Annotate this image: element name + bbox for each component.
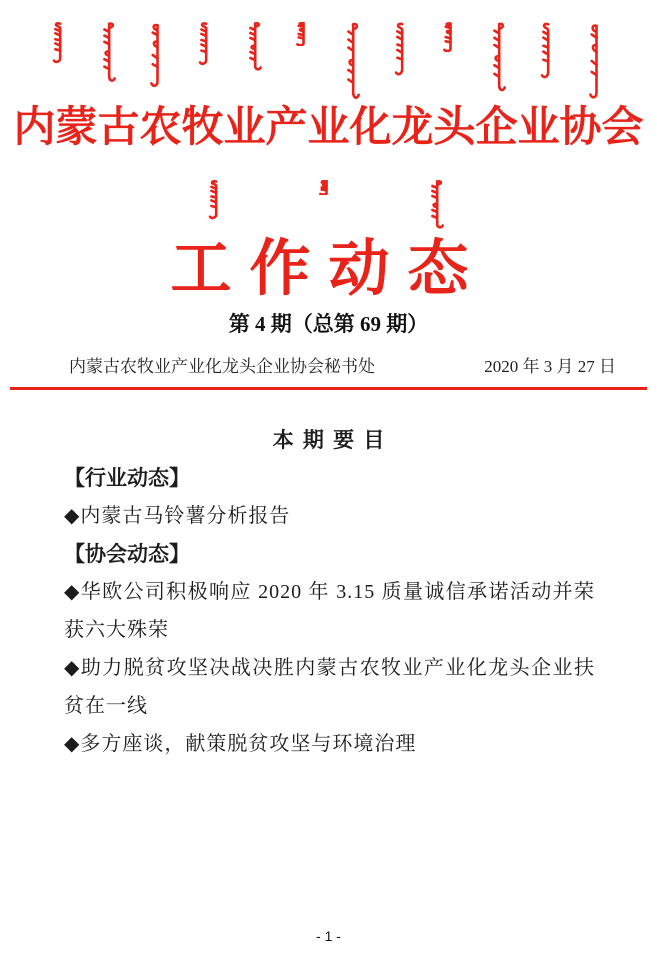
mongolian-word-icon bbox=[394, 22, 409, 77]
toc-section-label-industry: 【行业动态】 bbox=[64, 466, 190, 490]
mongolian-word-icon bbox=[208, 180, 223, 220]
mongolian-word-icon bbox=[247, 22, 262, 72]
mongolian-word-icon bbox=[319, 180, 334, 195]
publisher-name: 内蒙古农牧业产业化龙头企业协会秘书处 bbox=[69, 357, 375, 376]
issue-line: 第 4 期（总第 69 期） bbox=[228, 312, 429, 336]
mongolian-word-icon bbox=[443, 22, 458, 52]
org-title: 内蒙古农牧业产业化龙头企业协会 bbox=[13, 105, 644, 151]
toc-item: ◆多方座谈，献策脱贫攻坚与环境治理 bbox=[64, 733, 417, 755]
mongolian-word-icon bbox=[589, 22, 604, 100]
publisher-row bbox=[69, 352, 616, 377]
mongolian-word-icon bbox=[198, 22, 213, 66]
mongolian-word-icon bbox=[540, 22, 555, 80]
mongolian-word-icon bbox=[296, 22, 311, 46]
mongolian-word-icon bbox=[101, 22, 116, 84]
toc-section-label-association: 【协会动态】 bbox=[64, 542, 190, 566]
toc-item: ◆华欧公司积极响应 2020 年 3.15 质量诚信承诺活动并荣获六大殊荣 bbox=[64, 581, 595, 641]
page-number: - 1 - bbox=[316, 928, 341, 944]
contents-heading: 本 期 要 目 bbox=[272, 428, 387, 452]
toc-item: ◆助力脱贫攻坚决战决胜内蒙古农牧业产业化龙头企业扶贫在一线 bbox=[64, 657, 595, 717]
publication-date: 2020 年 3 月 27 日 bbox=[484, 357, 616, 376]
newsletter-title: 工作动态 bbox=[170, 236, 487, 303]
red-divider-rule bbox=[10, 387, 647, 390]
contents bbox=[64, 421, 595, 763]
mongolian-word-icon bbox=[491, 22, 506, 94]
mongolian-script-header-row bbox=[52, 22, 604, 102]
mongolian-word-icon bbox=[345, 22, 360, 102]
mongolian-word-icon bbox=[150, 22, 165, 88]
mongolian-word-icon bbox=[52, 22, 67, 64]
toc-item: ◆内蒙古马铃薯分析报告 bbox=[64, 505, 291, 527]
